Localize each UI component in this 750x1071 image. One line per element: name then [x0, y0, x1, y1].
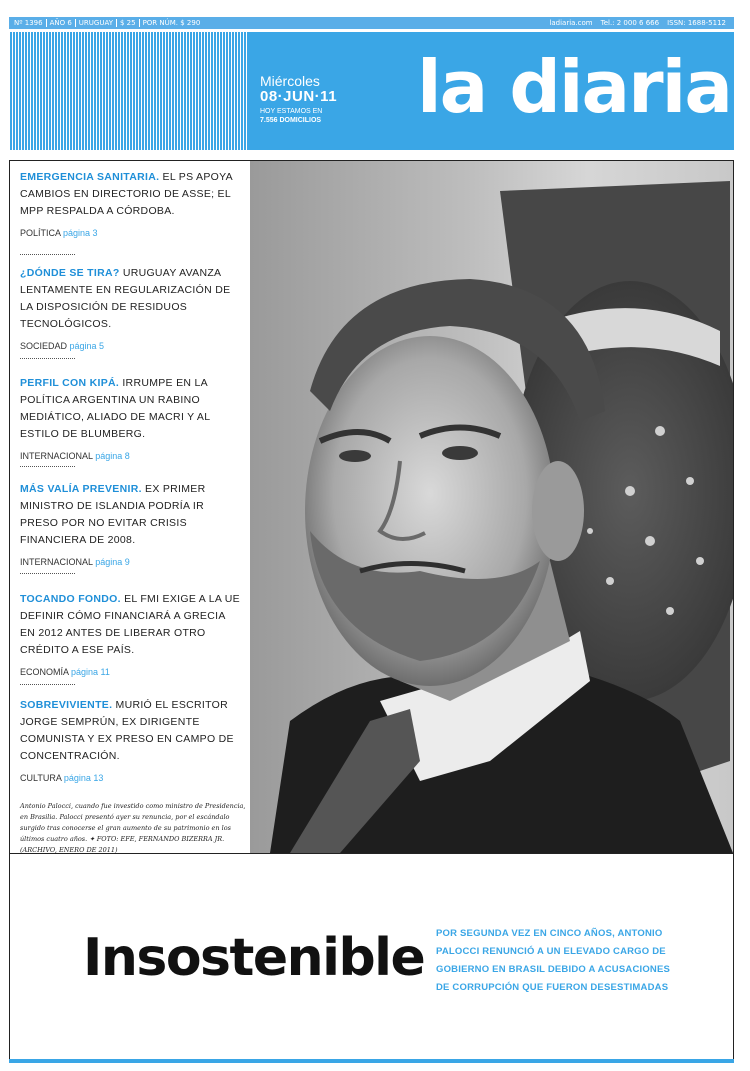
issue-number: Nº 1396: [11, 19, 47, 27]
story-section: INTERNACIONAL: [20, 451, 93, 461]
story-page: página 3: [63, 228, 98, 238]
masthead: [9, 32, 734, 150]
story-section: ECONOMÍA: [20, 667, 69, 677]
main-headline[interactable]: Insostenible: [83, 928, 425, 988]
story-item[interactable]: [20, 591, 240, 677]
story-item[interactable]: [20, 481, 240, 567]
story-text: [20, 481, 240, 549]
story-body: URUGUAY AVANZA LENTAMENTE EN REGULARIZACIÓN DE LA DISPOSICIÓN DE RESIDUOS TECNOLÓGICOS.: [20, 267, 231, 330]
date-number: 08·JUN·11: [260, 88, 338, 105]
story-page: página 11: [71, 667, 110, 677]
issn: ISSN: 1688-5112: [667, 19, 726, 27]
story-section: INTERNACIONAL: [20, 557, 93, 567]
story-section: CULTURA: [20, 773, 62, 783]
story-page: página 13: [63, 773, 104, 783]
bottom-bar: [9, 1059, 734, 1063]
story-kicker: TOCANDO FONDO.: [20, 593, 121, 605]
story-kicker: SOBREVIVIENTE.: [20, 699, 113, 711]
story-page: página 8: [95, 451, 130, 461]
story-text: [20, 697, 240, 765]
divider: [20, 358, 75, 359]
story-ref: [20, 773, 240, 783]
headline-deck: POR SEGUNDA VEZ EN CINCO AÑOS, ANTONIO PALOCCI RENUNCIÓ A UN ELEVADO CARGO DE GOBIERNO EN BRASIL DEBIDO A ACUSACIONES DE CORRUPCIÓN QUE FUERON DESESTIMADAS: [436, 928, 671, 993]
story-item[interactable]: [20, 265, 240, 351]
issue-price: $ 25: [117, 19, 140, 27]
story-ref: [20, 451, 240, 461]
story-item[interactable]: [20, 169, 240, 238]
cover-photo[interactable]: [250, 161, 733, 853]
story-page: página 9: [95, 557, 130, 567]
story-text: [20, 265, 240, 333]
story-page: página 5: [69, 341, 105, 351]
story-body: IRRUMPE EN LA POLÍTICA ARGENTINA UN RABINO MEDIÁTICO, ALIADO DE MACRI Y AL ESTILO DE BLUMBERG.: [20, 377, 210, 440]
divider: [20, 466, 75, 467]
masthead-stripes: [9, 32, 249, 150]
subscribers-value: 7.556 DOMICILIOS: [260, 117, 322, 124]
story-ref: [20, 341, 240, 351]
story-text: [20, 591, 240, 659]
portrait-illustration: [250, 161, 733, 853]
date-day: Miércoles: [260, 73, 320, 89]
story-text: [20, 169, 240, 220]
story-body: EX PRIMER MINISTRO DE ISLANDIA PODRÍA IR PRESO POR NO EVITAR CRISIS FINANCIERA DE 2008.: [20, 483, 206, 546]
story-ref: [20, 667, 240, 677]
story-body: MURIÓ EL ESCRITOR JORGE SEMPRÚN, EX DIRIGENTE COMUNISTA Y EX PRESO EN CAMPO DE CONCENTRACIÓN.: [20, 699, 234, 762]
meta-right: [545, 17, 730, 29]
story-text: [20, 375, 240, 443]
date-block: [260, 74, 337, 125]
story-ref: [20, 228, 240, 238]
story-section: SOCIEDAD: [20, 341, 68, 351]
photo-caption: Antonio Palocci, cuando fue investido como ministro de Presidencia, en Brasilia. Palocci presentó ayer su renuncia, por el escándalo surgido tras conocerse el gran aumento de su patrimonio en los últimos cuatro años. ✦ FOTO: EFE, FERNANDO BIZERRA JR. (ARCHIVO, ENERO DE 2011): [20, 802, 246, 854]
issue-pages: POR NÚM. $ 290: [142, 19, 201, 27]
issue-year: AÑO 6: [47, 19, 76, 27]
subscribers-label: HOY ESTAMOS EN: [260, 108, 323, 115]
story-item[interactable]: [20, 697, 240, 783]
divider: [20, 254, 75, 255]
divider: [20, 684, 75, 685]
meta-left: [11, 17, 203, 29]
story-body: EL FMI EXIGE A LA UE DEFINIR CÓMO FINANCIARÁ A GRECIA EN 2012 ANTES DE LIBERAR OTRO CRÉDITO A ESE PAÍS.: [20, 593, 240, 656]
newspaper-logo[interactable]: la diaria: [417, 45, 731, 129]
issue-country: URUGUAY: [76, 19, 117, 27]
sidebar: [10, 161, 249, 853]
story-kicker: EMERGENCIA SANITARIA.: [20, 171, 160, 183]
story-body: EL PS APOYA CAMBIOS EN DIRECTORIO DE ASSE; EL MPP RESPALDA A CÓRDOBA.: [20, 171, 233, 217]
story-kicker: ¿DÓNDE SE TIRA?: [20, 267, 120, 279]
story-ref: [20, 557, 240, 567]
meta-strip: [9, 17, 734, 29]
story-kicker: PERFIL CON KIPÁ.: [20, 377, 120, 389]
story-section: POLÍTICA: [20, 228, 61, 238]
divider: [20, 573, 75, 574]
story-kicker: MÁS VALÍA PREVENIR.: [20, 483, 142, 495]
phone: Tel.: 2 000 6 666: [600, 19, 660, 27]
story-item[interactable]: [20, 375, 240, 461]
website[interactable]: ladiaria.com: [549, 19, 593, 27]
